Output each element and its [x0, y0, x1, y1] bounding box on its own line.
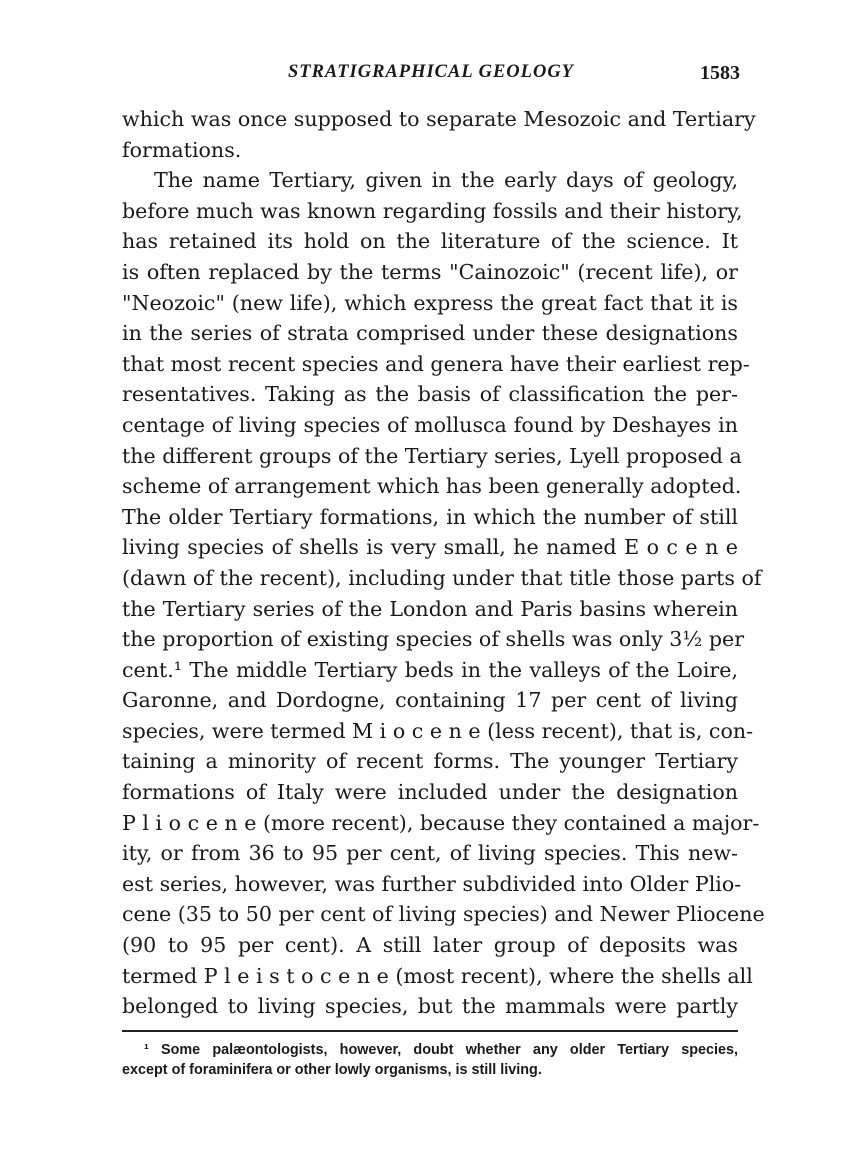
footnote-line: except of foraminifera or other lowly organisms, is still living.: [122, 1062, 542, 1078]
text-line: cene (35 to 50 per cent of living species) and Newer Pliocene: [122, 902, 765, 927]
text-line: "Neozoic" (new life), which express the great fact that it is: [122, 290, 738, 315]
text-line: resentatives. Taking as the basis of classification the per-: [122, 382, 738, 407]
text-line: centage of living species of mollusca found by Deshayes in: [122, 412, 738, 437]
text-line: formations of Italy were included under the designation: [122, 780, 738, 805]
text-line: the proportion of existing species of shells was only 3½ per: [122, 627, 745, 652]
text-line: (90 to 95 per cent). A still later group of deposits was: [122, 933, 738, 958]
footnote: [122, 1040, 738, 1080]
text-line: is often replaced by the terms "Cainozoic" (recent life), or: [122, 259, 738, 284]
text-line: in the series of strata comprised under these designations: [122, 321, 738, 346]
text-line: species, were termed M i o c e n e (less recent), that is, con-: [122, 718, 754, 743]
text-line: (dawn of the recent), including under that title those parts of: [122, 565, 762, 590]
text-line: formations.: [122, 137, 242, 162]
page-number: 1583: [700, 62, 740, 84]
text-line: taining a minority of recent forms. The younger Tertiary: [122, 749, 738, 774]
footnote-line: ¹ Some palæontologists, however, doubt whether any older Tertiary species,: [144, 1042, 738, 1058]
text-line: before much was known regarding fossils and their history,: [122, 198, 743, 223]
text-line: cent.¹ The middle Tertiary beds in the valleys of the Loire,: [122, 657, 738, 682]
text-line: scheme of arrangement which has been generally adopted.: [122, 474, 742, 499]
running-title: STRATIGRAPHICAL GEOLOGY: [288, 62, 574, 82]
text-line: belonged to living species, but the mammals were partly: [122, 994, 738, 1019]
text-line: the different groups of the Tertiary series, Lyell proposed a: [122, 443, 742, 468]
body-text: [122, 104, 765, 1022]
text-line: termed P l e i s t o c e n e (most recent), where the shells all: [122, 963, 753, 988]
text-line: The name Tertiary, given in the early days of geology,: [154, 168, 738, 193]
running-header: [122, 60, 740, 90]
text-line: which was once supposed to separate Mesozoic and Tertiary: [122, 107, 756, 131]
text-line: P l i o c e n e (more recent), because they contained a major-: [122, 810, 760, 835]
footnote-divider: [122, 1030, 738, 1032]
text-line: has retained its hold on the literature of the science. It: [122, 229, 738, 254]
text-line: The older Tertiary formations, in which the number of still: [122, 504, 738, 529]
text-line: ity, or from 36 to 95 per cent, of living species. This new-: [122, 841, 738, 866]
text-line: the Tertiary series of the London and Paris basins wherein: [122, 596, 738, 621]
text-line: living species of shells is very small, he named E o c e n e: [122, 535, 738, 560]
text-line: est series, however, was further subdivided into Older Plio-: [122, 871, 742, 896]
text-line: that most recent species and genera have their earliest rep-: [122, 351, 750, 376]
text-line: Garonne, and Dordogne, containing 17 per cent of living: [122, 688, 738, 713]
